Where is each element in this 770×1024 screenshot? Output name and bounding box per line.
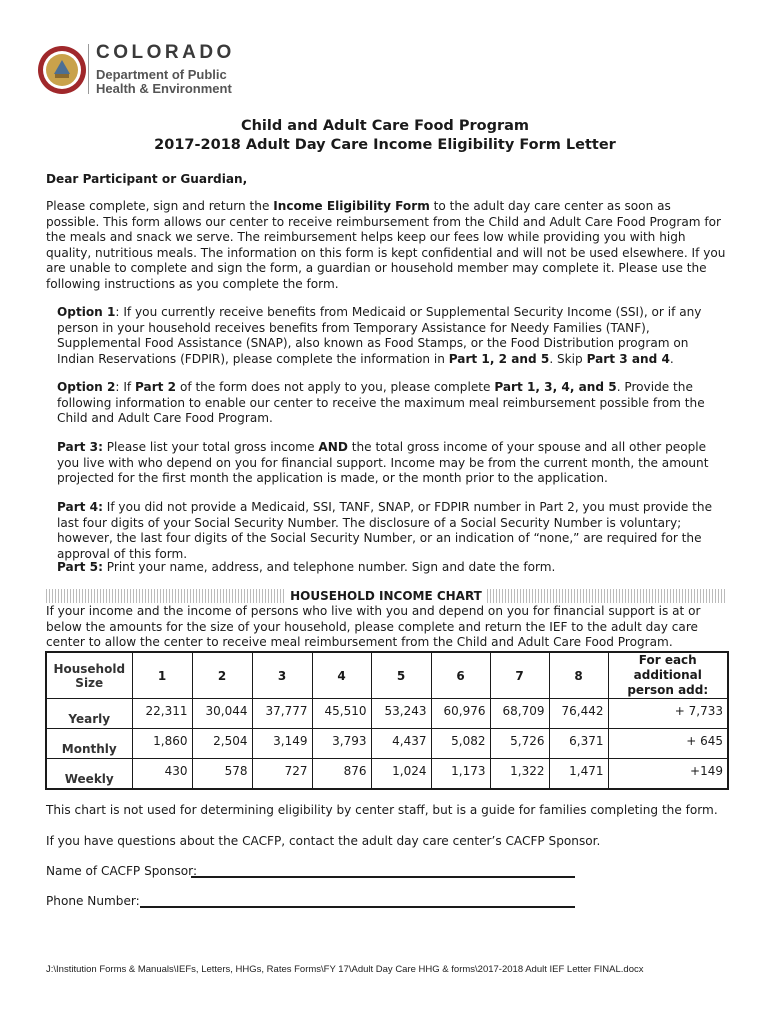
additional-cell: +149 — [608, 759, 728, 789]
table-cell: 3,149 — [252, 729, 312, 759]
table-cell: 45,510 — [312, 699, 371, 729]
logo-divider — [88, 44, 89, 94]
income-chart-intro: If your income and the income of persons who live with you and depend on you for financial support is at or below the amounts for the size of your household, please complete and return the IEF to the adult day care center to allow the center to receive meal reimbursement from the Child and Adult Care Food Program. — [46, 604, 701, 649]
table-cell: 53,243 — [371, 699, 431, 729]
row-label: Weekly — [46, 759, 132, 789]
table-cell: 76,442 — [549, 699, 608, 729]
table-cell: 6,371 — [549, 729, 608, 759]
document-title: Child and Adult Care Food Program — [240, 118, 530, 134]
size-header: 4 — [312, 652, 371, 699]
table-cell: 37,777 — [252, 699, 312, 729]
greeting: Dear Participant or Guardian, — [46, 172, 248, 186]
part-3-paragraph: Part 3: Please list your total gross income AND the total gross income of your spouse and all other people you live with who depend on you for financial support. Income may be from the current month, the amount projected for the first month the application is made, or the month prior to the application. — [57, 440, 709, 485]
size-header: 3 — [252, 652, 312, 699]
size-header: 7 — [490, 652, 549, 699]
option-1-paragraph: Option 1: If you currently receive benefits from Medicaid or Supplemental Security Income (SSI), or if any person in your household receives benefits from Temporary Assistance for Needy Families (TANF), Supplemental Food Assistance (SNAP), also known as Food Stamps, or the Food Distribution program on Indian Reservations (FDPIR), please complete the information in Part 1, 2 and 5. Skip Part 3 and 4. — [57, 305, 702, 366]
option-2-paragraph: Option 2: If Part 2 of the form does not apply to you, please complete Part 1, 3, 4, and 5. Provide the following information to enable our center to receive the maximum meal reimbursement possible from the Child and Adult Care Food Program. — [57, 380, 705, 425]
size-header: 8 — [549, 652, 608, 699]
table-cell: 3,793 — [312, 729, 371, 759]
additional-cell: + 7,733 — [608, 699, 728, 729]
part-5-paragraph: Part 5: Print your name, address, and telephone number. Sign and date the form. — [57, 560, 556, 574]
dept-line-2: Health & Environment — [96, 81, 232, 96]
table-cell: 1,471 — [549, 759, 608, 789]
table-cell: 1,024 — [371, 759, 431, 789]
part-4-paragraph: Part 4: If you did not provide a Medicaid, SSI, TANF, SNAP, or FDPIR number in Part 2, you must provide the last four digits of your Social Security Number. The disclosure of a Social Security Number is voluntary; however, the last four digits of the Social Security Number, or an indication of “none,” are required for the approval of this form. — [57, 500, 713, 561]
income-chart-heading: HOUSEHOLD INCOME CHART — [46, 589, 726, 603]
size-header: 6 — [431, 652, 490, 699]
document-subtitle: 2017-2018 Adult Day Care Income Eligibility Form Letter — [154, 137, 616, 153]
additional-cell: + 645 — [608, 729, 728, 759]
sponsor-name-field[interactable] — [191, 876, 575, 878]
table-cell: 578 — [192, 759, 252, 789]
table-cell: 4,437 — [371, 729, 431, 759]
table-row-yearly — [46, 699, 728, 729]
chart-disclaimer: This chart is not used for determining eligibility by center staff, but is a guide for families completing the form. — [46, 803, 718, 817]
table-cell: 727 — [252, 759, 312, 789]
table-cell: 876 — [312, 759, 371, 789]
table-cell: 22,311 — [132, 699, 192, 729]
seal-base — [55, 74, 69, 78]
dept-line-1: Department of Public — [96, 67, 227, 82]
table-cell: 2,504 — [192, 729, 252, 759]
phone-number-field[interactable] — [140, 906, 575, 908]
row-label: Monthly — [46, 729, 132, 759]
table-cell: 30,044 — [192, 699, 252, 729]
questions-note: If you have questions about the CACFP, contact the adult day care center’s CACFP Sponsor. — [46, 834, 601, 848]
size-header: 1 — [132, 652, 192, 699]
table-row-weekly — [46, 759, 728, 789]
row-label: Yearly — [46, 699, 132, 729]
table-cell: 68,709 — [490, 699, 549, 729]
table-cell: 5,082 — [431, 729, 490, 759]
org-name: COLORADO — [96, 42, 235, 63]
household-income-table — [45, 651, 729, 790]
intro-paragraph: Please complete, sign and return the Income Eligibility Form to the adult day care center as soon as possible. This form allows our center to receive reimbursement from the Child and Adult Care Food Program for the meals and snack we serve. The reimbursement helps keep our fees low while providing you with high quality, nutritious meals. The information on this form is kept confidential and will not be used elsewhere. If you are unable to complete and sign the form, a guardian or household member may complete it. Please use the following instructions as you complete the form. — [46, 199, 726, 291]
table-header-row — [46, 652, 728, 699]
table-row-monthly — [46, 729, 728, 759]
size-header: 2 — [192, 652, 252, 699]
table-cell: 1,173 — [431, 759, 490, 789]
phone-number-label: Phone Number: — [46, 894, 140, 908]
table-cell: 1,860 — [132, 729, 192, 759]
table-cell: 5,726 — [490, 729, 549, 759]
household-size-header: Household Size — [46, 652, 132, 699]
sponsor-name-label: Name of CACFP Sponsor: — [46, 864, 198, 878]
size-header: 5 — [371, 652, 431, 699]
additional-person-header: For each additional person add: — [608, 652, 728, 699]
table-cell: 60,976 — [431, 699, 490, 729]
table-cell: 1,322 — [490, 759, 549, 789]
table-cell: 430 — [132, 759, 192, 789]
file-path-footer: J:\Institution Forms & Manuals\IEFs, Letters, HHGs, Rates Forms\FY 17\Adult Day Care HHG & forms\2017-2018 Adult IEF Letter FINAL.docx — [46, 964, 644, 975]
